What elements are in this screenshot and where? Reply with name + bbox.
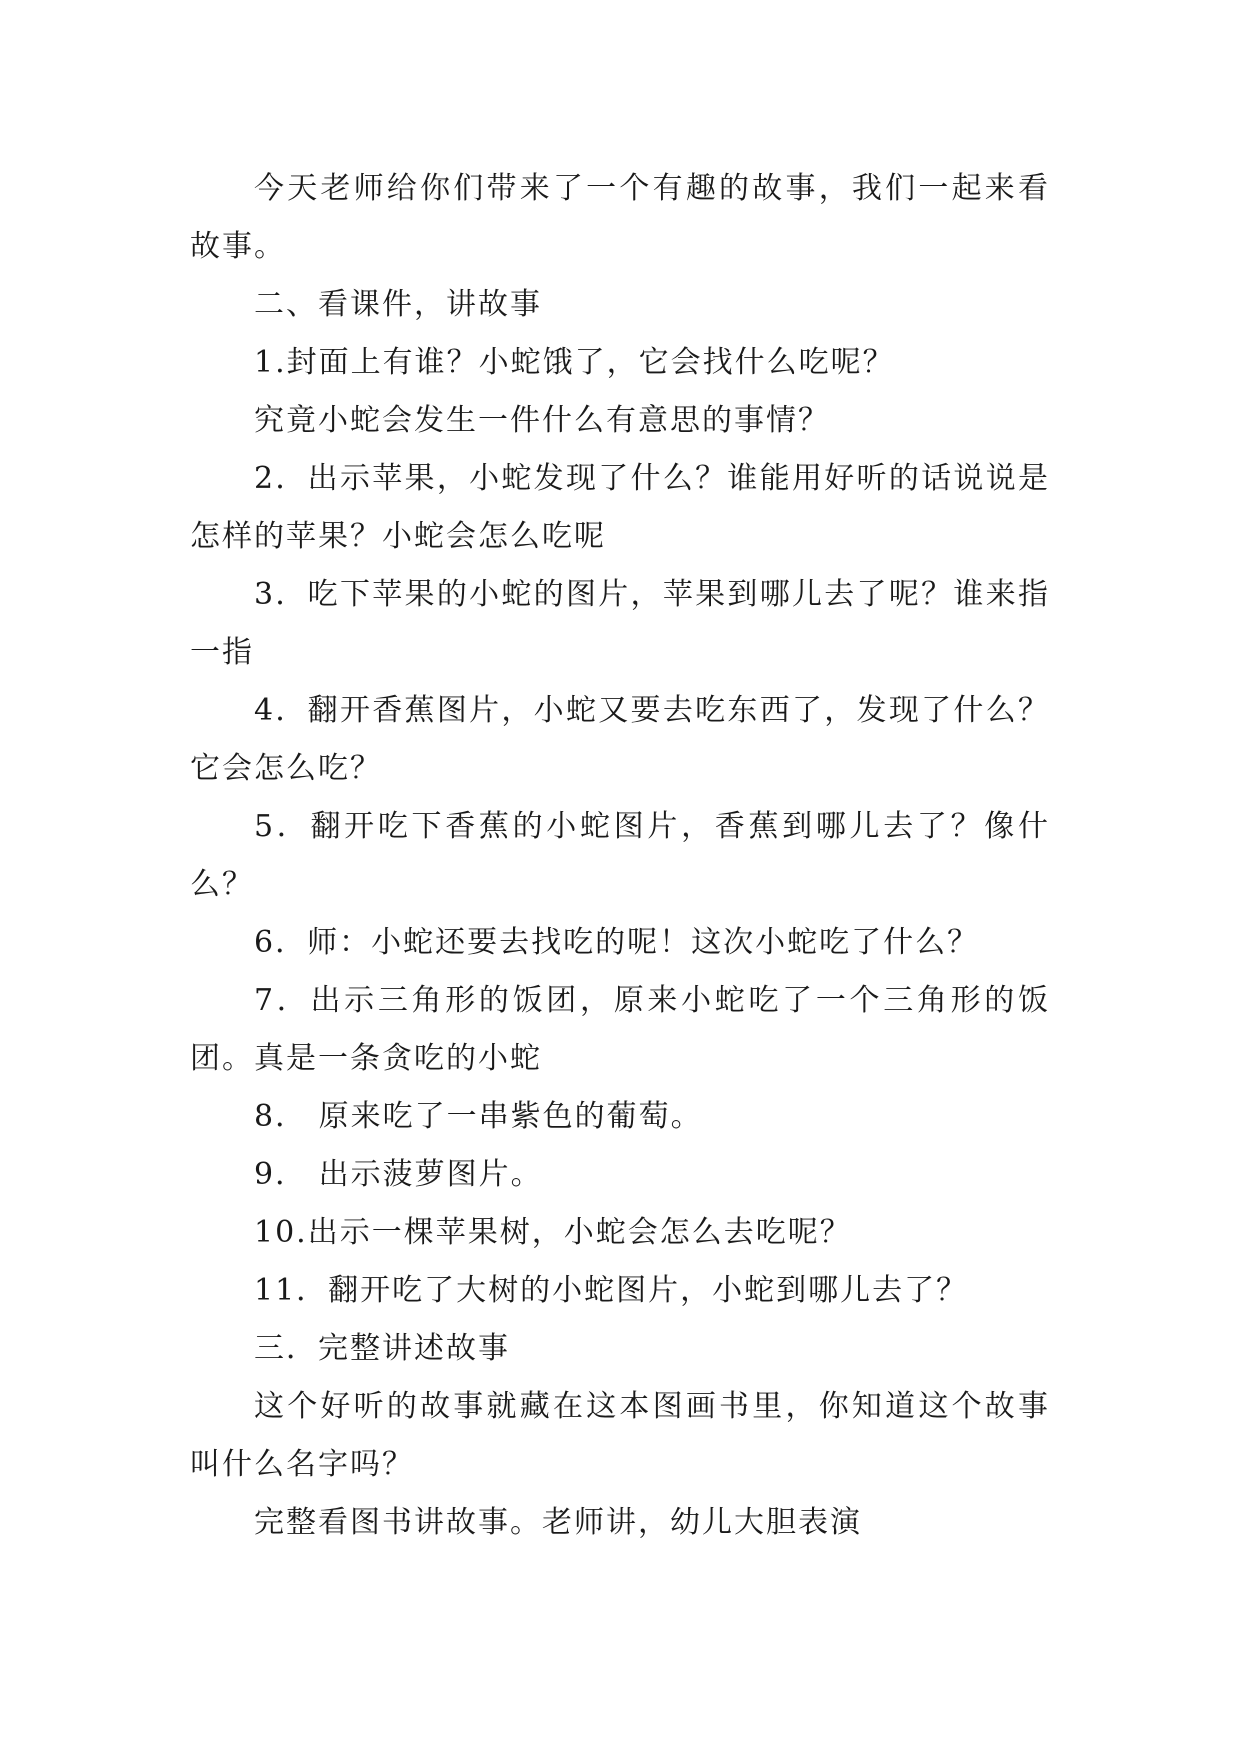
paragraph-story-name: 这个好听的故事就藏在这本图画书里，你知道这个故事叫什么名字吗？ (190, 1389, 1050, 1482)
paragraph-step-3: 3．吃下苹果的小蛇的图片，苹果到哪儿去了呢？谁来指一指 (190, 577, 1050, 670)
paragraph-step-1: 1.封面上有谁？小蛇饿了，它会找什么吃呢？ (254, 345, 895, 380)
paragraph-performance: 完整看图书讲故事。老师讲，幼儿大胆表演 (254, 1505, 862, 1540)
section-heading-full-story: 三．完整讲述故事 (254, 1331, 510, 1366)
paragraph-step-2: 2．出示苹果，小蛇发现了什么？谁能用好听的话说说是怎样的苹果？小蛇会怎么吃呢 (190, 461, 1050, 554)
paragraph-step-9: 9． 出示菠萝图片。 (254, 1157, 543, 1192)
section-heading-watch-courseware: 二、看课件，讲故事 (254, 287, 542, 322)
document-body (190, 160, 1050, 1552)
paragraph-step-7: 7．出示三角形的饭团，原来小蛇吃了一个三角形的饭团。真是一条贪吃的小蛇 (190, 983, 1050, 1076)
paragraph-step-11: 11．翻开吃了大树的小蛇图片，小蛇到哪儿去了？ (254, 1273, 969, 1308)
paragraph-question: 究竟小蛇会发生一件什么有意思的事情？ (254, 403, 830, 438)
paragraph-intro: 今天老师给你们带来了一个有趣的故事，我们一起来看故事。 (190, 171, 1050, 264)
paragraph-step-4: 4．翻开香蕉图片，小蛇又要去吃东西了，发现了什么？它会怎么吃？ (190, 693, 1050, 786)
paragraph-step-5: 5．翻开吃下香蕉的小蛇图片，香蕉到哪儿去了？像什么？ (190, 809, 1050, 902)
paragraph-step-6: 6．师：小蛇还要去找吃的呢！这次小蛇吃了什么？ (254, 925, 980, 960)
paragraph-step-8: 8． 原来吃了一串紫色的葡萄。 (254, 1099, 703, 1134)
paragraph-step-10: 10.出示一棵苹果树，小蛇会怎么去吃呢？ (254, 1215, 852, 1250)
